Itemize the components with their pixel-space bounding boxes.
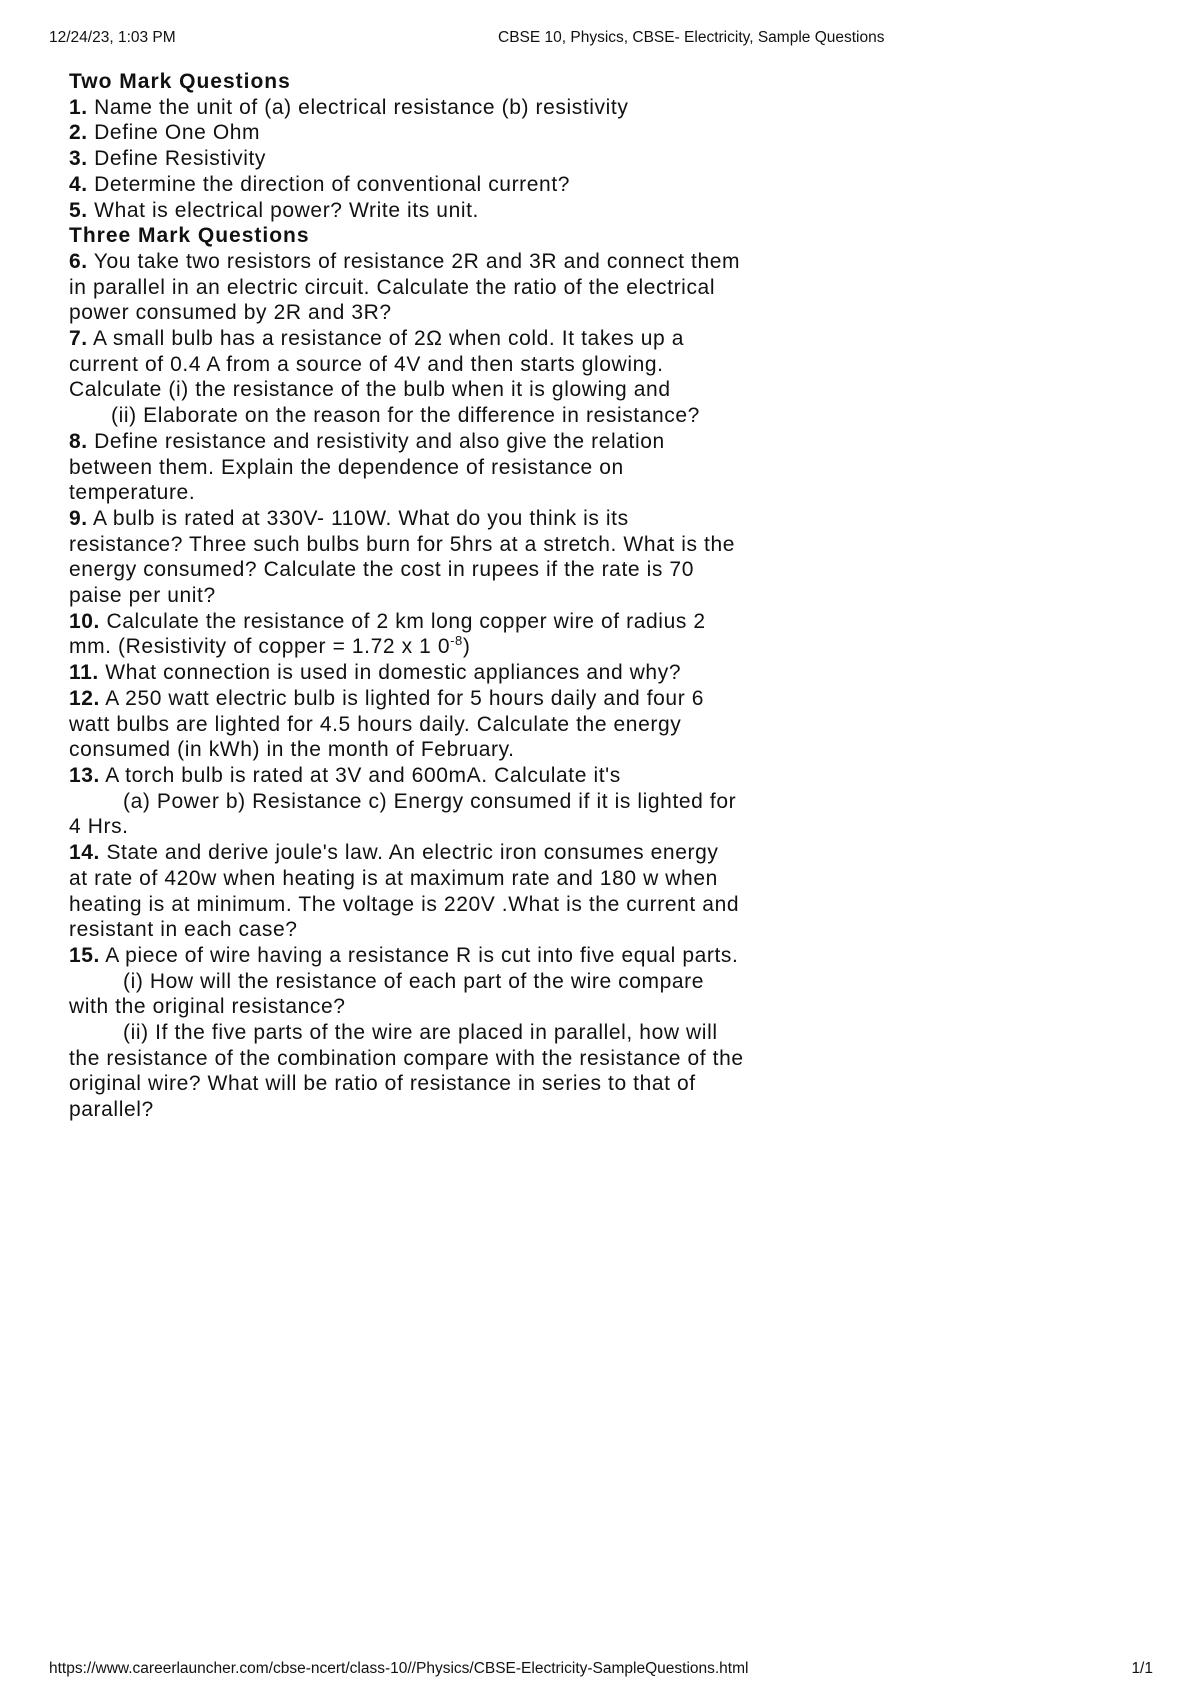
question-text: power consumed by 2R and 3R? xyxy=(69,301,392,325)
question-text: Calculate (i) the resistance of the bulb when it is glowing and xyxy=(69,378,671,402)
question-text: the resistance of the combination compare with the resistance of the xyxy=(69,1046,744,1070)
question-text: consumed (in kWh) in the month of February. xyxy=(69,738,515,762)
question-9 xyxy=(69,506,829,609)
question-subpart: (a) Power b) Resistance c) Energy consumed if it is lighted for xyxy=(123,789,737,813)
question-3 xyxy=(69,146,829,172)
question-number: 4. xyxy=(69,172,88,196)
question-number: 10. xyxy=(69,609,100,633)
print-header xyxy=(0,29,1200,49)
question-text: A small bulb has a resistance of 2Ω when cold. It takes up a xyxy=(93,327,685,351)
question-5 xyxy=(69,198,829,224)
question-text: What is electrical power? Write its unit. xyxy=(94,198,479,222)
print-datetime: 12/24/23, 1:03 PM xyxy=(49,29,176,46)
question-13 xyxy=(69,763,829,840)
question-2 xyxy=(69,120,829,146)
section-heading-two-mark: Two Mark Questions xyxy=(69,70,291,93)
section-heading-three-mark: Three Mark Questions xyxy=(69,224,310,248)
question-text: mm. (Resistivity of copper = 1.72 x 1 0 xyxy=(69,635,451,659)
question-text: heating is at minimum. The voltage is 220V .What is the current and xyxy=(69,892,740,916)
document-title: CBSE 10, Physics, CBSE- Electricity, Sample Questions xyxy=(498,29,885,46)
question-6 xyxy=(69,249,829,326)
question-text: A torch bulb is rated at 3V and 600mA. Calculate it's xyxy=(105,763,621,787)
question-10 xyxy=(69,609,829,660)
question-number: 5. xyxy=(69,198,88,222)
question-number: 12. xyxy=(69,686,100,710)
question-number: 14. xyxy=(69,841,100,865)
question-text: in parallel in an electric circuit. Calculate the ratio of the electrical xyxy=(69,275,716,299)
question-text: energy consumed? Calculate the cost in rupees if the rate is 70 xyxy=(69,558,694,582)
question-text: A 250 watt electric bulb is lighted for 5 hours daily and four 6 xyxy=(105,686,705,710)
question-number: 6. xyxy=(69,249,88,273)
question-text: resistant in each case? xyxy=(69,918,298,942)
question-text: What connection is used in domestic appliances and why? xyxy=(105,661,682,685)
question-text: temperature. xyxy=(69,481,196,505)
question-text: parallel? xyxy=(69,1098,154,1122)
question-text: with the original resistance? xyxy=(69,995,346,1019)
question-subpart: (i) How will the resistance of each part of the wire compare xyxy=(123,969,705,993)
question-number: 3. xyxy=(69,147,88,171)
question-text: Define One Ohm xyxy=(94,121,261,145)
question-text: Name the unit of (a) electrical resistance (b) resistivity xyxy=(94,95,629,119)
question-text: watt bulbs are lighted for 4.5 hours daily. Calculate the energy xyxy=(69,712,682,736)
exponent: -8 xyxy=(450,633,463,649)
question-11 xyxy=(69,660,829,686)
page-number: 1/1 xyxy=(1131,1660,1153,1677)
question-subpart: (ii) Elaborate on the reason for the difference in resistance? xyxy=(111,404,700,428)
question-text: Determine the direction of conventional current? xyxy=(94,172,571,196)
question-number: 9. xyxy=(69,506,88,530)
question-subpart: (ii) If the five parts of the wire are placed in parallel, how will xyxy=(123,1021,718,1045)
question-number: 11. xyxy=(69,661,99,685)
question-7 xyxy=(69,326,829,429)
question-number: 8. xyxy=(69,429,88,453)
questions-content xyxy=(69,69,829,1123)
question-8 xyxy=(69,429,829,506)
question-text: 4 Hrs. xyxy=(69,815,129,839)
question-text: current of 0.4 A from a source of 4V and then starts glowing. xyxy=(69,352,664,376)
question-text: A bulb is rated at 330V- 110W. What do you think is its xyxy=(93,506,629,530)
question-number: 13. xyxy=(69,763,100,787)
question-text: original wire? What will be ratio of resistance in series to that of xyxy=(69,1072,696,1096)
page-url: https://www.careerlauncher.com/cbse-ncert/class-10//Physics/CBSE-Electricity-SampleQuestions.html xyxy=(49,1660,749,1677)
print-footer xyxy=(0,1660,1200,1680)
question-text: at rate of 420w when heating is at maximum rate and 180 w when xyxy=(69,866,718,890)
question-text: Calculate the resistance of 2 km long copper wire of radius 2 xyxy=(106,609,706,633)
question-text: ) xyxy=(462,635,471,659)
question-number: 1. xyxy=(69,95,88,119)
question-text: Define Resistivity xyxy=(94,147,267,171)
question-1 xyxy=(69,95,829,121)
question-4 xyxy=(69,172,829,198)
question-number: 7. xyxy=(69,327,88,351)
question-15 xyxy=(69,943,829,1123)
question-14 xyxy=(69,840,829,943)
question-text: Define resistance and resistivity and also give the relation xyxy=(94,429,665,453)
question-number: 15. xyxy=(69,943,100,967)
question-text: You take two resistors of resistance 2R and 3R and connect them xyxy=(93,249,741,273)
question-number: 2. xyxy=(69,121,88,145)
question-text: State and derive joule's law. An electric iron consumes energy xyxy=(106,841,719,865)
question-12 xyxy=(69,686,829,763)
question-text: between them. Explain the dependence of resistance on xyxy=(69,455,624,479)
question-text: A piece of wire having a resistance R is cut into five equal parts. xyxy=(105,943,739,967)
question-text: resistance? Three such bulbs burn for 5hrs at a stretch. What is the xyxy=(69,532,736,556)
question-text: paise per unit? xyxy=(69,584,216,608)
